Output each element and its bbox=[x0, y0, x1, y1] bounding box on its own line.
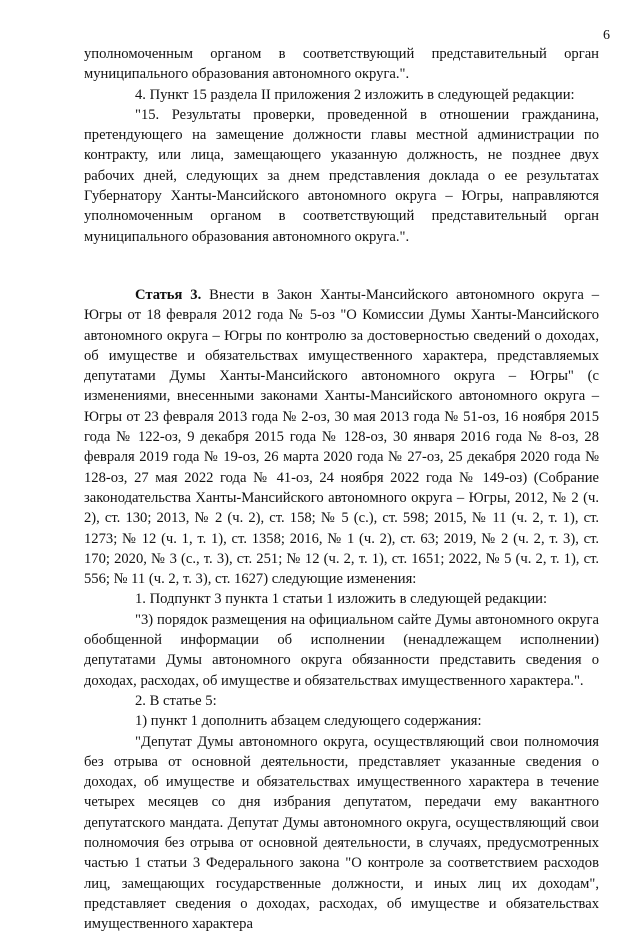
paragraph-item-4: 4. Пункт 15 раздела II приложения 2 изложить в следующей редакции: bbox=[84, 85, 599, 105]
page-number: 6 bbox=[603, 28, 610, 44]
article-text: Внести в Закон Ханты-Мансийского автономного округа – Югры от 18 февраля 2012 года № 5-оз "О Комиссии Думы Ханты-Мансийского автономного округа – Югры по контролю за достоверностью сведений о доходах, об имуществе и обязательствах имущественного характера, представляемых депутатами Думы Ханты-Мансийского автономного округа – Югры" (с изменениями, внесенными законами Ханты-Мансийского автономного округа – Югры от 23 февраля 2013 года № 2-оз, 30 мая 2013 года № 51-оз, 16 ноября 2015 года № 122-оз, 9 декабря 2015 года № 128-оз, 30 января 2016 года № 8-оз, 28 февраля 2019 года № 19-оз, 26 марта 2020 года № 27-оз, 25 декабря 2020 года № 128-оз, 27 мая 2022 года № 41-оз, 24 ноября 2022 года № 149-оз) (Собрание законодательства Ханты-Мансийского автономного округа – Югры, 2012, № 2 (ч. 2), ст. 130; 2013, № 2 (ч. 2), ст. 158; № 5 (с.), ст. 598; 2015, № 11 (ч. 2, т. 1), ст. 1273; № 12 (ч. 1, т. 1), ст. 1358; 2016, № 1 (ч. 2), ст. 63; 2019, № 2 (ч. 2, т. 3), ст. 170; 2020, № 3 (с., т. 3), ст. 251; № 12 (ч. 2, т. 1), ст. 1651; 2022, № 5 (ч. 2, т. 1), ст. 556; № 11 (ч. 2, т. 3), ст. 1627) следующие изменения: bbox=[84, 287, 599, 587]
paragraph-continuation: уполномоченным органом в соответствующий представительный орган муниципального образования автономного округа.". bbox=[84, 44, 599, 85]
paragraph-item-1: 1. Подпункт 3 пункта 1 статьи 1 изложить в следующей редакции: bbox=[84, 589, 599, 609]
paragraph-subitem-1: 1) пункт 1 дополнить абзацем следующего содержания: bbox=[84, 711, 599, 731]
paragraph-quote-deputy: "Депутат Думы автономного округа, осуществляющий свои полномочия без отрыва от основной деятельности, представляет указанные сведения о доходах, об имуществе и обязательствах имущественного характера в течение четырех месяцев со дня избрания депутатом, передачи ему вакантного депутатского мандата. Депутат Думы автономного округа, осуществляющий свои полномочия без отрыва от основной деятельности, в случаях, предусмотренных частью 1 статьи 3 Федерального закона "О контроле за соответствием расходов лиц, замещающих государственные должности, и иных лиц их доходам", представляет сведения о доходах, расходах, об имуществе и обязательствах имущественного характера bbox=[84, 732, 599, 934]
paragraph-spacer bbox=[84, 247, 599, 285]
document-body bbox=[84, 44, 599, 934]
article-heading: Статья 3. bbox=[135, 287, 201, 303]
paragraph-quote-3: "3) порядок размещения на официальном сайте Думы автономного округа обобщенной информации об исполнении (ненадлежащем исполнении) депутатами Думы автономного округа обязанности представить сведения о доходах, расходах, об имуществе и обязательствах имущественного характера.". bbox=[84, 610, 599, 691]
article-3-paragraph bbox=[84, 285, 599, 589]
paragraph-quote-15: "15. Результаты проверки, проведенной в отношении гражданина, претендующего на замещение должности главы местной администрации по контракту, или лица, замещающего указанную должность, не позднее двух рабочих дней, следующих за днем представления доклада о ее результатах Губернатору Ханты-Мансийского автономного округа – Югры, направляются уполномоченным органом в соответствующий представительный орган муниципального образования автономного округа.". bbox=[84, 105, 599, 247]
paragraph-item-2: 2. В статье 5: bbox=[84, 691, 599, 711]
